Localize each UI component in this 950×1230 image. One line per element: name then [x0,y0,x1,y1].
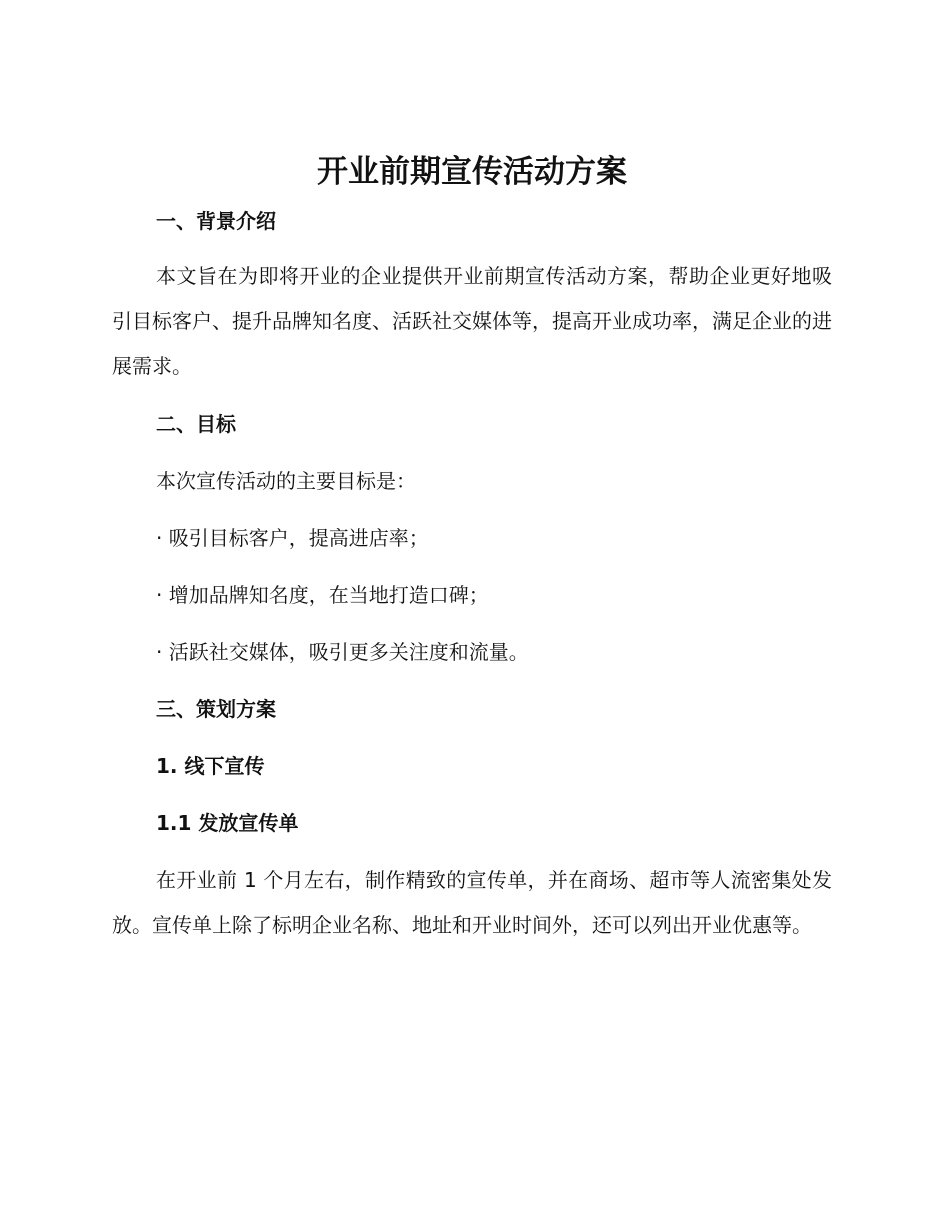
flyers-paragraph: 在开业前 1 个月左右，制作精致的宣传单，并在商场、超市等人流密集处发放。宣传单上除了标明企业名称、地址和开业时间外，还可以列出开业优惠等。 [112,868,832,937]
background-paragraph: 本文旨在为即将开业的企业提供开业前期宣传活动方案，帮助企业更好地吸引目标客户、提升品牌知名度、活跃社交媒体等，提高开业成功率，满足企业的进展需求。 [112,264,832,378]
document-title: 开业前期宣传活动方案 [317,154,627,190]
goals-intro: 本次宣传活动的主要目标是： [156,469,416,493]
section-heading-goals: 二、目标 [156,412,236,436]
subheading-flyers: 1.1 发放宣传单 [156,811,299,835]
goal-bullet-2: · 增加品牌知名度，在当地打造口碑； [156,583,489,607]
document-body [112,148,832,948]
section-heading-background: 一、背景介绍 [156,209,276,233]
section-heading-plan: 三、策划方案 [156,697,276,721]
goal-bullet-1: · 吸引目标客户，提高进店率； [156,526,429,550]
goal-bullet-3: · 活跃社交媒体，吸引更多关注度和流量。 [156,640,529,664]
subheading-offline-promotion: 1. 线下宣传 [156,754,265,778]
